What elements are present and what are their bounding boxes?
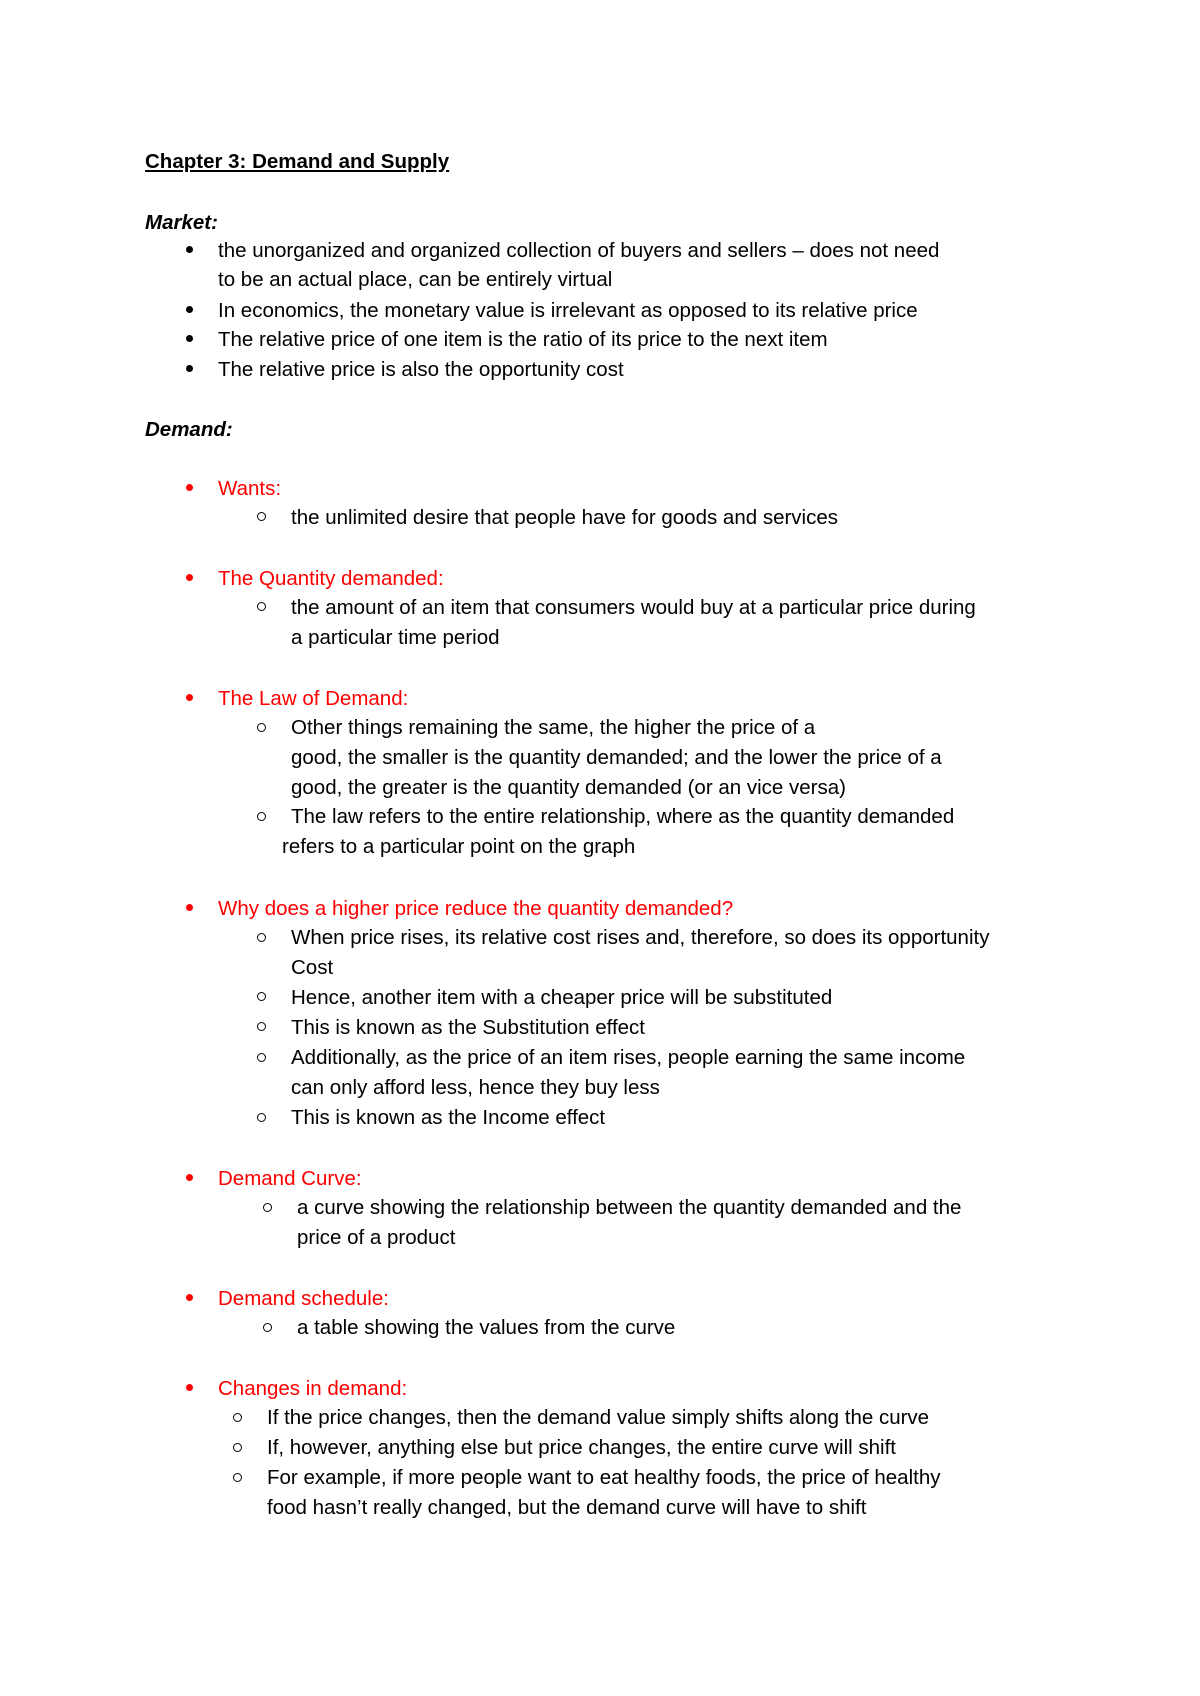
bullet-icon (186, 484, 193, 491)
section-line: If, however, anything else but price changes, the entire curve will shift (267, 1436, 897, 1459)
circle-bullet-icon (257, 602, 266, 611)
section-line: the unlimited desire that people have for goods and services (291, 506, 839, 529)
circle-bullet-icon (233, 1413, 242, 1422)
section-label-changes-in-demand: Changes in demand: (218, 1377, 408, 1400)
section-label-demand-curve: Demand Curve: (218, 1167, 362, 1190)
market-item: The relative price is also the opportunity cost (218, 358, 624, 381)
market-heading: Market: (145, 211, 218, 234)
section-line: The law refers to the entire relationship, where as the quantity demanded (291, 805, 955, 828)
bullet-icon (186, 904, 193, 911)
section-line: price of a product (297, 1226, 456, 1249)
section-line: When price rises, its relative cost rises and, therefore, so does its opportunity (291, 926, 990, 949)
circle-bullet-icon (257, 933, 266, 942)
section-label-law-of-demand: The Law of Demand: (218, 687, 409, 710)
market-item: the unorganized and organized collection of buyers and sellers – does not need (218, 239, 940, 262)
section-line: a curve showing the relationship between the quantity demanded and the (297, 1196, 962, 1219)
bullet-icon (186, 574, 193, 581)
circle-bullet-icon (263, 1323, 272, 1332)
circle-bullet-icon (257, 512, 266, 521)
section-line: good, the greater is the quantity demanded (or an vice versa) (291, 776, 846, 799)
market-item: to be an actual place, can be entirely virtual (218, 268, 613, 291)
bullet-icon (186, 1294, 193, 1301)
section-line: Additionally, as the price of an item rises, people earning the same income (291, 1046, 966, 1069)
circle-bullet-icon (233, 1443, 242, 1452)
section-line: food hasn’t really changed, but the demand curve will have to shift (267, 1496, 867, 1519)
bullet-icon (186, 246, 193, 253)
demand-heading: Demand: (145, 418, 233, 441)
circle-bullet-icon (257, 812, 266, 821)
bullet-icon (186, 365, 193, 372)
section-line: a particular time period (291, 626, 500, 649)
circle-bullet-icon (257, 992, 266, 1001)
section-line: can only afford less, hence they buy less (291, 1076, 660, 1099)
market-item: In economics, the monetary value is irrelevant as opposed to its relative price (218, 299, 918, 322)
bullet-icon (186, 1384, 193, 1391)
section-line: Other things remaining the same, the higher the price of a (291, 716, 816, 739)
section-line: This is known as the Income effect (291, 1106, 606, 1129)
section-label-demand-schedule: Demand schedule: (218, 1287, 389, 1310)
circle-bullet-icon (263, 1203, 272, 1212)
section-line: Cost (291, 956, 334, 979)
bullet-icon (186, 1174, 193, 1181)
section-line: good, the smaller is the quantity demanded; and the lower the price of a (291, 746, 942, 769)
section-line: If the price changes, then the demand value simply shifts along the curve (267, 1406, 930, 1429)
section-line: the amount of an item that consumers would buy at a particular price during (291, 596, 976, 619)
section-line: This is known as the Substitution effect (291, 1016, 646, 1039)
section-label-quantity-demanded: The Quantity demanded: (218, 567, 444, 590)
market-item: The relative price of one item is the ratio of its price to the next item (218, 328, 828, 351)
bullet-icon (186, 306, 193, 313)
section-line: For example, if more people want to eat healthy foods, the price of healthy (267, 1466, 941, 1489)
section-label-why-higher-price: Why does a higher price reduce the quantity demanded? (218, 897, 734, 920)
circle-bullet-icon (257, 723, 266, 732)
page-title: Chapter 3: Demand and Supply (145, 150, 450, 173)
section-label-wants: Wants: (218, 477, 282, 500)
circle-bullet-icon (257, 1053, 266, 1062)
circle-bullet-icon (257, 1022, 266, 1031)
section-line: refers to a particular point on the graph (282, 835, 636, 858)
circle-bullet-icon (233, 1473, 242, 1482)
section-line: Hence, another item with a cheaper price will be substituted (291, 986, 833, 1009)
bullet-icon (186, 694, 193, 701)
bullet-icon (186, 335, 193, 342)
section-line: a table showing the values from the curve (297, 1316, 676, 1339)
circle-bullet-icon (257, 1113, 266, 1122)
